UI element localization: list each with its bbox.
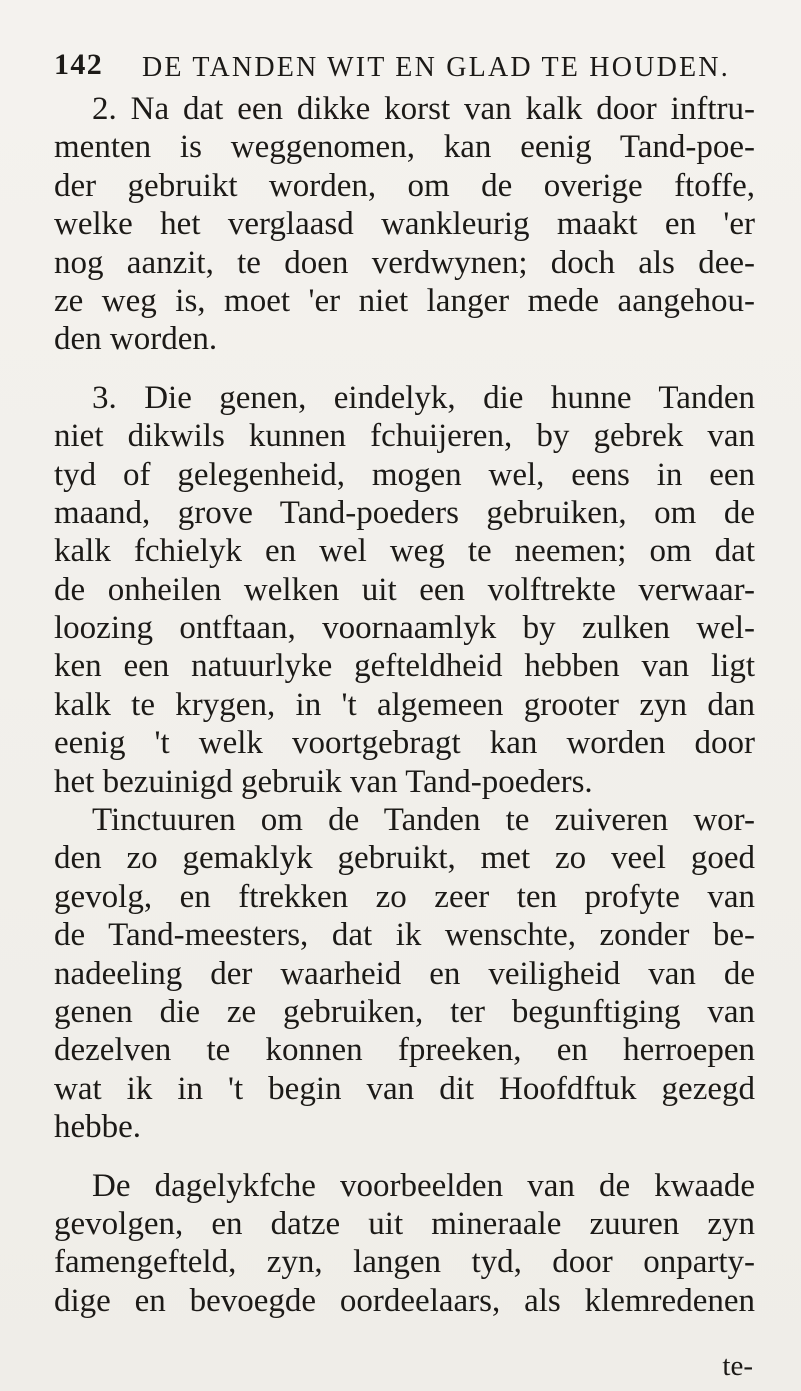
text-line: 2. Na dat een dikke korst van kalk door inftru- [92, 91, 755, 127]
text-line: den zo gemaklyk gebruikt, met zo veel goed [54, 840, 755, 877]
catchword: te- [722, 1350, 753, 1382]
text-line: menten is weggenomen, kan eenig Tand-poe- [54, 129, 755, 166]
text-line: Tinctuuren om de Tanden te zuiveren wor- [92, 802, 755, 839]
running-title: DE TANDEN WIT EN GLAD TE HOUDEN. [142, 52, 730, 83]
text-line: famengefteld, zyn, langen tyd, door onparty- [54, 1244, 755, 1281]
text-line: gevolg, en ftrekken zo zeer ten profyte van [54, 878, 755, 915]
text-line: tyd of gelegenheid, mogen wel, eens in een [54, 456, 755, 493]
text-line: hebbe. [54, 1109, 142, 1146]
text-line: loozing ontftaan, voornaamlyk by zulken wel- [54, 610, 755, 647]
text-line: den worden. [54, 321, 218, 358]
text-line: 3. Die genen, eindelyk, die hunne Tanden [92, 379, 755, 416]
text-line: dige en bevoegde oordeelaars, als klemredenen [54, 1282, 755, 1319]
text-line: genen die ze gebruiken, ter begunftiging van [54, 993, 755, 1030]
text-line: der gebruikt worden, om de overige ftoffe, [54, 167, 755, 204]
paragraph-gap [54, 1147, 755, 1167]
page-number: 142 [54, 48, 104, 81]
text-line: de Tand-meesters, dat ik wenschte, zonder be- [54, 917, 755, 954]
text-line: maand, grove Tand-poeders gebruiken, om de [54, 494, 755, 531]
text-line: nog aanzit, te doen verdwynen; doch als dee- [54, 244, 755, 281]
text-line: ze weg is, moet 'er niet langer mede aangehou- [54, 282, 755, 319]
paragraph-gap [54, 359, 755, 379]
main-text [54, 90, 755, 1320]
page-header [54, 34, 754, 94]
text-line: kalk fchielyk en wel weg te neemen; om dat [54, 533, 755, 570]
text-line: nadeeling der waarheid en veiligheid van de [54, 955, 755, 992]
text-line: eenig 't welk voortgebragt kan worden door [54, 725, 755, 762]
text-line: wat ik in 't begin van dit Hoofdftuk gezegd [54, 1070, 755, 1107]
text-line: niet dikwils kunnen fchuijeren, by gebrek van [54, 418, 755, 455]
text-line: de onheilen welken uit een volftrekte verwaar- [54, 571, 755, 608]
text-line: welke het verglaasd wankleurig maakt en 'er [54, 206, 755, 243]
text-line: het bezuinigd gebruik van Tand-poeders. [54, 763, 593, 800]
text-line: gevolgen, en datze uit mineraale zuuren zyn [54, 1205, 755, 1242]
text-line: ken een natuurlyke gefteldheid hebben van ligt [54, 648, 755, 685]
text-line: kalk te krygen, in 't algemeen grooter zyn dan [54, 686, 755, 723]
text-line: De dagelykfche voorbeelden van de kwaade [92, 1167, 755, 1204]
text-line: dezelven te konnen fpreeken, en herroepen [54, 1032, 755, 1069]
